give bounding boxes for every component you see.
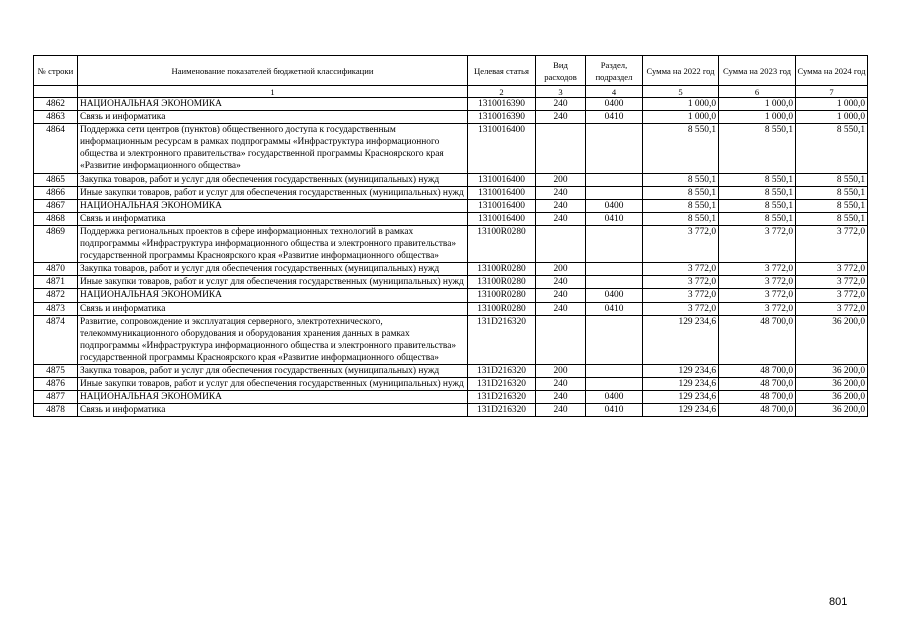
sum-2022-cell: 1 000,0 — [643, 98, 719, 111]
sum-2024-cell: 8 550,1 — [796, 124, 868, 173]
sum-2023-cell: 8 550,1 — [719, 124, 796, 173]
table-row — [34, 378, 868, 391]
sum-2023-cell: 1 000,0 — [719, 111, 796, 124]
target-article-cell: 131D216320 — [468, 378, 536, 391]
indicator-name-cell: НАЦИОНАЛЬНАЯ ЭКОНОМИКА — [78, 289, 468, 302]
target-article-cell: 1310016390 — [468, 98, 536, 111]
header-sum-2023: Сумма на 2023 год — [719, 56, 796, 86]
row-number-cell: 4862 — [34, 98, 78, 111]
expense-type-cell: 240 — [536, 98, 586, 111]
target-article-cell: 13100R0280 — [468, 276, 536, 289]
indicator-name-cell: НАЦИОНАЛЬНАЯ ЭКОНОМИКА — [78, 98, 468, 111]
section-cell — [586, 173, 643, 186]
sum-2024-cell: 36 200,0 — [796, 404, 868, 417]
section-cell — [586, 364, 643, 377]
section-cell: 0410 — [586, 302, 643, 315]
column-number: 3 — [536, 86, 586, 98]
row-number-cell: 4876 — [34, 378, 78, 391]
sum-2023-cell: 8 550,1 — [719, 212, 796, 225]
indicator-name-cell: Поддержка сети центров (пунктов) общественного доступа к государственным информационным ресурсам в рамках подпрограммы «Инфраструктура информационного общества и электронного правительства» государственной программы Красноярского края «Развитие информационного общества» — [78, 124, 468, 173]
section-cell — [586, 276, 643, 289]
table-row — [34, 173, 868, 186]
section-cell: 0400 — [586, 289, 643, 302]
row-number-cell: 4868 — [34, 212, 78, 225]
table-body — [34, 98, 868, 417]
indicator-name-cell: Иные закупки товаров, работ и услуг для обеспечения государственных (муниципальных) нужд — [78, 186, 468, 199]
table-row — [34, 111, 868, 124]
table-row — [34, 364, 868, 377]
indicator-name-cell: Иные закупки товаров, работ и услуг для обеспечения государственных (муниципальных) нужд — [78, 276, 468, 289]
column-number: 4 — [586, 86, 643, 98]
sum-2022-cell: 3 772,0 — [643, 263, 719, 276]
target-article-cell: 131D216320 — [468, 364, 536, 377]
indicator-name-cell: Закупка товаров, работ и услуг для обеспечения государственных (муниципальных) нужд — [78, 173, 468, 186]
table-row — [34, 315, 868, 364]
table-row — [34, 263, 868, 276]
table-row — [34, 302, 868, 315]
expense-type-cell: 240 — [536, 186, 586, 199]
expense-type-cell: 240 — [536, 199, 586, 212]
section-cell — [586, 263, 643, 276]
header-sum-2024: Сумма на 2024 год — [796, 56, 868, 86]
indicator-name-cell: Связь и информатика — [78, 111, 468, 124]
sum-2022-cell: 8 550,1 — [643, 186, 719, 199]
column-number: 2 — [468, 86, 536, 98]
sum-2022-cell: 129 234,6 — [643, 404, 719, 417]
row-number-cell: 4872 — [34, 289, 78, 302]
expense-type-cell: 240 — [536, 378, 586, 391]
sum-2022-cell: 1 000,0 — [643, 111, 719, 124]
sum-2023-cell: 48 700,0 — [719, 364, 796, 377]
sum-2022-cell: 8 550,1 — [643, 199, 719, 212]
sum-2023-cell: 1 000,0 — [719, 98, 796, 111]
sum-2024-cell: 3 772,0 — [796, 276, 868, 289]
expense-type-cell: 240 — [536, 302, 586, 315]
indicator-name-cell: НАЦИОНАЛЬНАЯ ЭКОНОМИКА — [78, 391, 468, 404]
header-row — [34, 56, 868, 86]
header-sum-2022: Сумма на 2022 год — [643, 56, 719, 86]
section-cell: 0410 — [586, 111, 643, 124]
row-number-cell: 4870 — [34, 263, 78, 276]
column-number — [34, 86, 78, 98]
sum-2023-cell: 8 550,1 — [719, 186, 796, 199]
sum-2023-cell: 48 700,0 — [719, 404, 796, 417]
section-cell: 0400 — [586, 391, 643, 404]
target-article-cell: 1310016390 — [468, 111, 536, 124]
sum-2024-cell: 8 550,1 — [796, 199, 868, 212]
indicator-name-cell: Иные закупки товаров, работ и услуг для обеспечения государственных (муниципальных) нужд — [78, 378, 468, 391]
indicator-name-cell: Связь и информатика — [78, 212, 468, 225]
section-cell — [586, 124, 643, 173]
target-article-cell: 1310016400 — [468, 199, 536, 212]
sum-2023-cell: 8 550,1 — [719, 173, 796, 186]
section-cell — [586, 378, 643, 391]
sum-2022-cell: 129 234,6 — [643, 391, 719, 404]
sum-2022-cell: 3 772,0 — [643, 302, 719, 315]
target-article-cell: 13100R0280 — [468, 302, 536, 315]
expense-type-cell: 240 — [536, 391, 586, 404]
sum-2024-cell: 36 200,0 — [796, 315, 868, 364]
sum-2024-cell: 8 550,1 — [796, 212, 868, 225]
expense-type-cell — [536, 225, 586, 262]
sum-2022-cell: 8 550,1 — [643, 212, 719, 225]
target-article-cell: 13100R0280 — [468, 263, 536, 276]
target-article-cell: 1310016400 — [468, 173, 536, 186]
sum-2024-cell: 8 550,1 — [796, 186, 868, 199]
indicator-name-cell: Поддержка региональных проектов в сфере информационных технологий в рамках подпрограммы «Инфраструктура информационного общества и электронного правительства» государственной программы Красноярского края «Развитие информационного общества» — [78, 225, 468, 262]
row-number-cell: 4871 — [34, 276, 78, 289]
indicator-name-cell: Закупка товаров, работ и услуг для обеспечения государственных (муниципальных) нужд — [78, 364, 468, 377]
row-number-cell: 4869 — [34, 225, 78, 262]
sum-2023-cell: 3 772,0 — [719, 289, 796, 302]
sum-2022-cell: 3 772,0 — [643, 289, 719, 302]
sum-2023-cell: 48 700,0 — [719, 315, 796, 364]
column-number: 7 — [796, 86, 868, 98]
table-row — [34, 199, 868, 212]
table-row — [34, 124, 868, 173]
table-row — [34, 212, 868, 225]
row-number-cell: 4878 — [34, 404, 78, 417]
sum-2022-cell: 8 550,1 — [643, 124, 719, 173]
expense-type-cell: 240 — [536, 404, 586, 417]
table-row — [34, 186, 868, 199]
header-row-no: № строки — [34, 56, 78, 86]
expense-type-cell: 200 — [536, 263, 586, 276]
header-type: Вид расходов — [536, 56, 586, 86]
row-number-cell: 4867 — [34, 199, 78, 212]
sum-2024-cell: 1 000,0 — [796, 98, 868, 111]
indicator-name-cell: Связь и информатика — [78, 302, 468, 315]
table-row — [34, 289, 868, 302]
sum-2024-cell: 36 200,0 — [796, 378, 868, 391]
target-article-cell: 1310016400 — [468, 212, 536, 225]
row-number-cell: 4863 — [34, 111, 78, 124]
expense-type-cell: 240 — [536, 111, 586, 124]
row-number-cell: 4864 — [34, 124, 78, 173]
indicator-name-cell: Закупка товаров, работ и услуг для обеспечения государственных (муниципальных) нужд — [78, 263, 468, 276]
expense-type-cell — [536, 315, 586, 364]
sum-2022-cell: 129 234,6 — [643, 364, 719, 377]
row-number-cell: 4874 — [34, 315, 78, 364]
section-cell — [586, 186, 643, 199]
table-row — [34, 98, 868, 111]
target-article-cell: 131D216320 — [468, 315, 536, 364]
column-number: 5 — [643, 86, 719, 98]
sum-2024-cell: 36 200,0 — [796, 364, 868, 377]
sum-2024-cell: 3 772,0 — [796, 289, 868, 302]
sum-2024-cell: 36 200,0 — [796, 391, 868, 404]
target-article-cell: 13100R0280 — [468, 225, 536, 262]
sum-2023-cell: 48 700,0 — [719, 391, 796, 404]
sum-2022-cell: 3 772,0 — [643, 276, 719, 289]
sum-2023-cell: 3 772,0 — [719, 225, 796, 262]
sum-2022-cell: 129 234,6 — [643, 315, 719, 364]
table-row — [34, 276, 868, 289]
section-cell: 0410 — [586, 212, 643, 225]
column-numbers-row — [34, 86, 868, 98]
sum-2024-cell: 3 772,0 — [796, 302, 868, 315]
target-article-cell: 13100R0280 — [468, 289, 536, 302]
target-article-cell: 131D216320 — [468, 391, 536, 404]
budget-table — [33, 55, 868, 417]
expense-type-cell: 200 — [536, 173, 586, 186]
sum-2023-cell: 8 550,1 — [719, 199, 796, 212]
expense-type-cell: 240 — [536, 212, 586, 225]
column-number: 6 — [719, 86, 796, 98]
sum-2024-cell: 1 000,0 — [796, 111, 868, 124]
sum-2024-cell: 3 772,0 — [796, 225, 868, 262]
section-cell: 0410 — [586, 404, 643, 417]
header-target: Целевая статья — [468, 56, 536, 86]
expense-type-cell — [536, 124, 586, 173]
target-article-cell: 1310016400 — [468, 124, 536, 173]
expense-type-cell: 200 — [536, 364, 586, 377]
section-cell — [586, 225, 643, 262]
row-number-cell: 4877 — [34, 391, 78, 404]
sum-2023-cell: 48 700,0 — [719, 378, 796, 391]
section-cell: 0400 — [586, 199, 643, 212]
page-number: 801 — [829, 596, 848, 608]
column-number: 1 — [78, 86, 468, 98]
row-number-cell: 4873 — [34, 302, 78, 315]
header-name: Наименование показателей бюджетной классификации — [78, 56, 468, 86]
table-row — [34, 225, 868, 262]
header-section: Раздел, подраздел — [586, 56, 643, 86]
target-article-cell: 1310016400 — [468, 186, 536, 199]
section-cell — [586, 315, 643, 364]
row-number-cell: 4865 — [34, 173, 78, 186]
indicator-name-cell: Связь и информатика — [78, 404, 468, 417]
sum-2023-cell: 3 772,0 — [719, 302, 796, 315]
indicator-name-cell: Развитие, сопровождение и эксплуатация серверного, электротехнического, телекоммуникационного оборудования и оборудования хранения данных в рамках подпрограммы «Инфраструктура информационного общества и электронного правительства» государственной программы Красноярского края «Развитие информационного общества» — [78, 315, 468, 364]
expense-type-cell: 240 — [536, 289, 586, 302]
table-row — [34, 404, 868, 417]
target-article-cell: 131D216320 — [468, 404, 536, 417]
sum-2023-cell: 3 772,0 — [719, 276, 796, 289]
section-cell: 0400 — [586, 98, 643, 111]
sum-2022-cell: 3 772,0 — [643, 225, 719, 262]
sum-2023-cell: 3 772,0 — [719, 263, 796, 276]
expense-type-cell: 240 — [536, 276, 586, 289]
sum-2024-cell: 8 550,1 — [796, 173, 868, 186]
indicator-name-cell: НАЦИОНАЛЬНАЯ ЭКОНОМИКА — [78, 199, 468, 212]
sum-2024-cell: 3 772,0 — [796, 263, 868, 276]
sum-2022-cell: 8 550,1 — [643, 173, 719, 186]
row-number-cell: 4875 — [34, 364, 78, 377]
sum-2022-cell: 129 234,6 — [643, 378, 719, 391]
row-number-cell: 4866 — [34, 186, 78, 199]
table-row — [34, 391, 868, 404]
